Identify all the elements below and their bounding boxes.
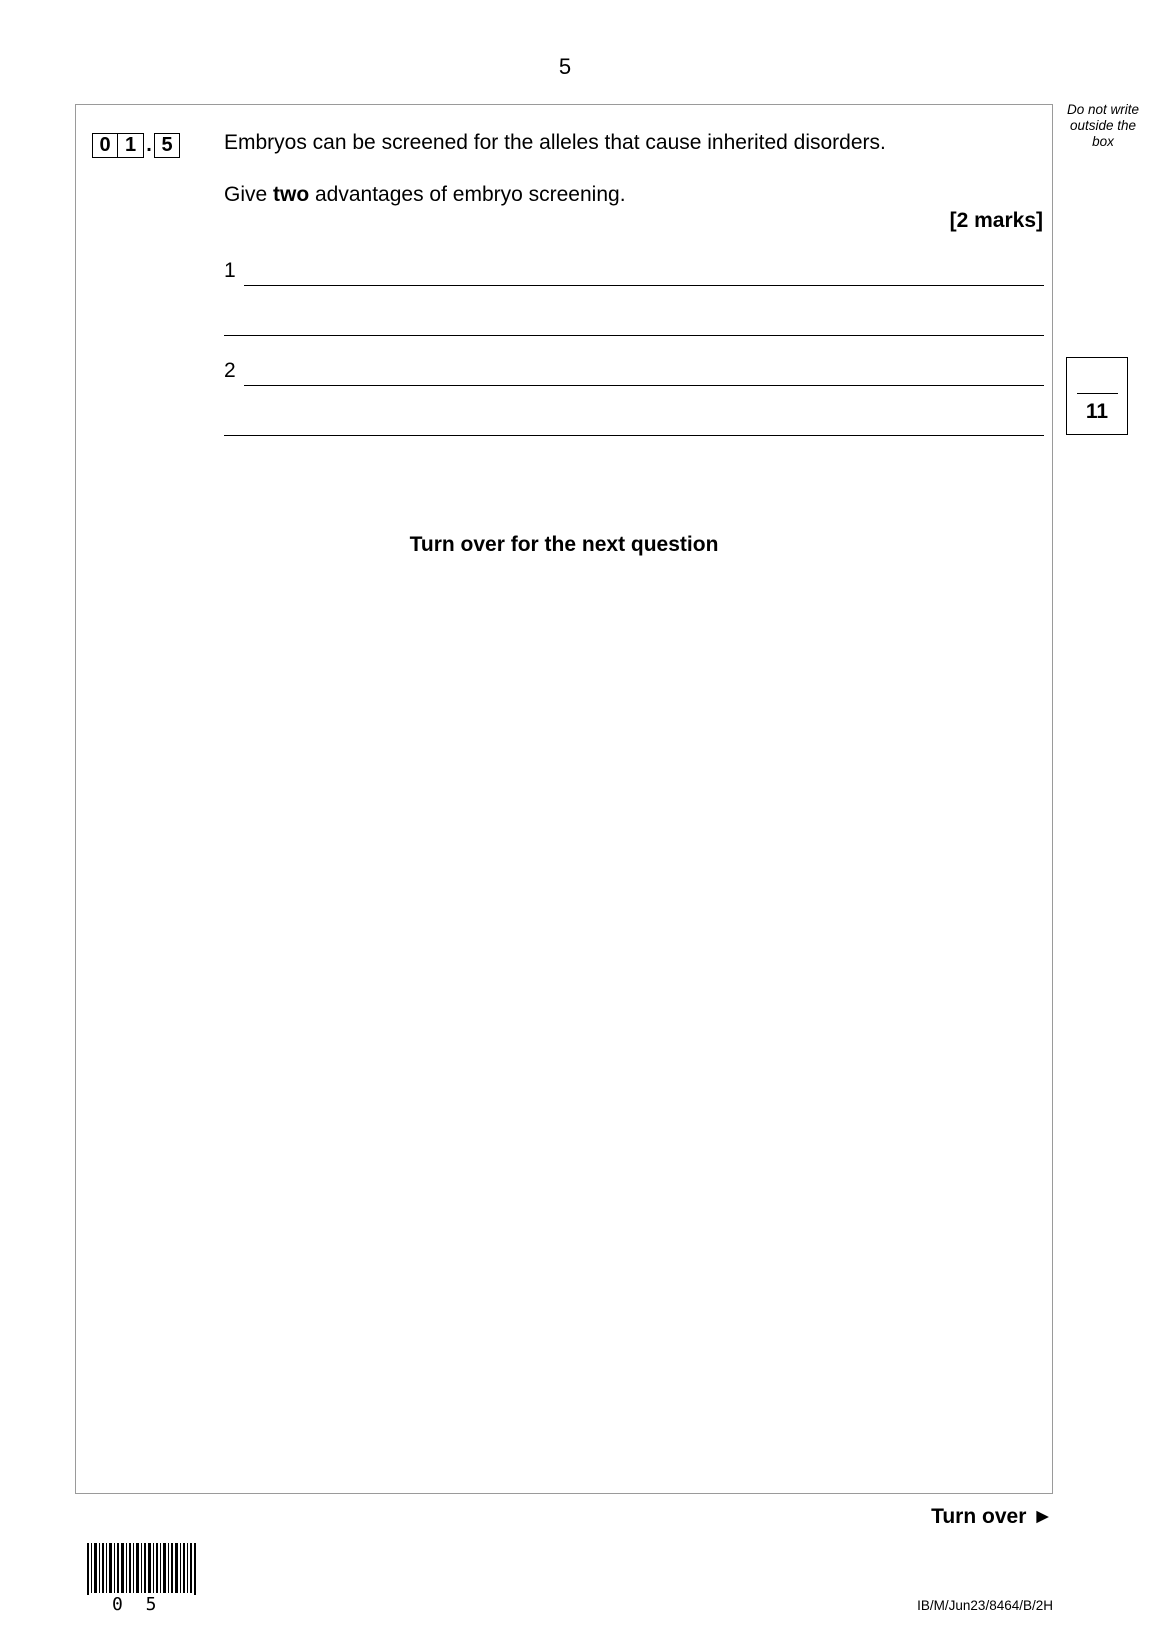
question-number-digit-2: 1 xyxy=(118,133,144,158)
question-number-digit-1: 0 xyxy=(92,133,118,158)
answer-area-border xyxy=(75,104,1053,1494)
prompt-start: Give xyxy=(224,183,274,206)
question-prompt xyxy=(224,183,626,207)
answer-label-2: 2 xyxy=(224,359,236,382)
answer-line-2b[interactable] xyxy=(224,435,1044,436)
prompt-end: advantages of embryo screening. xyxy=(309,183,626,206)
barcode-number: 0 5 xyxy=(112,1594,163,1615)
answer-line-1b[interactable] xyxy=(224,335,1044,336)
question-text: Embryos can be screened for the alleles that cause inherited disorders. xyxy=(224,131,886,154)
answer-line-2a[interactable] xyxy=(244,385,1044,386)
margin-note-line-2: outside the xyxy=(1069,118,1137,133)
score-total: 11 xyxy=(1085,400,1109,423)
question-number xyxy=(92,132,180,159)
margin-note-line-1: Do not write xyxy=(1066,102,1140,117)
page-number: 5 xyxy=(558,54,572,79)
barcode-icon xyxy=(87,1543,197,1595)
answer-line-1a[interactable] xyxy=(244,285,1044,286)
score-box-rule xyxy=(1077,393,1118,394)
answer-label-1: 1 xyxy=(224,259,236,282)
marks-label: [2 marks] xyxy=(949,209,1043,232)
margin-note-line-3: box xyxy=(1092,134,1114,149)
turn-over-label: Turn over ► xyxy=(931,1505,1053,1528)
margin-note xyxy=(1058,102,1148,150)
paper-code: IB/M/Jun23/8464/B/2H xyxy=(917,1598,1053,1613)
question-number-separator: . xyxy=(146,134,152,156)
prompt-emphasis: two xyxy=(273,183,310,206)
turn-over-next-question: Turn over for the next question xyxy=(409,533,719,556)
question-number-digit-3: 5 xyxy=(154,133,180,158)
